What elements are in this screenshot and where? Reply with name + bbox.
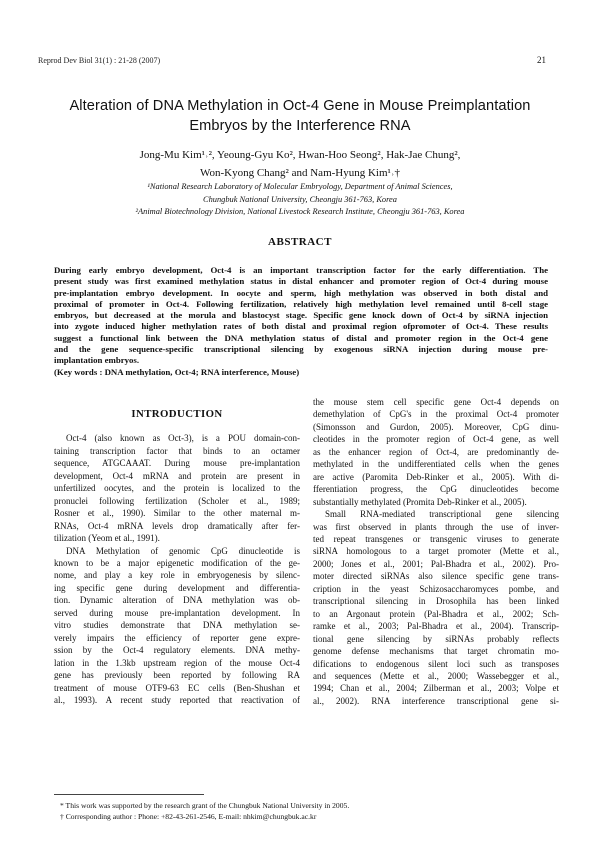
text-line: development, Oct-4 mRNA and protein are present in — [54, 470, 300, 481]
text-line: vitro studies demonstrate that DNA methylation se- — [54, 620, 300, 631]
corresponding-author-footnote: † Corresponding author : Phone: +82-43-261-2546, E-mail: nhkim@chungbuk.ac.kr — [60, 812, 317, 821]
text-line: treatment of mouse OTF9-63 EC cells (Ben-Shushan et — [54, 682, 300, 693]
text-line: ted repeat transgenes or transgenic viruses to generate — [313, 533, 559, 544]
text-line: to an Argonaut protein (Pal-Bhadra et al., 2002; Sch- — [313, 608, 559, 619]
text-line: moter directed siRNAs also silence specific gene trans- — [313, 571, 559, 582]
text-line: Oct-4 (also known as Oct-3), is a POU domain-con- — [66, 433, 300, 444]
text-line: and sequences (Mette et al., 2000; Wassebegger et al., — [313, 670, 559, 681]
affiliations — [40, 181, 560, 219]
abstract-line: pre-implantation embryo development. In oocyte and sperm, high methylation was observed in both distal and — [54, 287, 548, 298]
text-line: known to be a major epigenetic modification of the ge- — [54, 557, 300, 568]
text-line: tilization (Yeom et al., 1991). — [54, 533, 160, 544]
text-line: RNAs, Oct-4 mRNA levels drop dramatically after fer- — [54, 520, 300, 531]
text-line: tion. Dynamic alteration of DNA methylation was ob- — [54, 595, 300, 606]
intro-paragraph-3 — [313, 396, 559, 508]
text-line: ing specific gene during development and differentia- — [54, 582, 300, 593]
title-line: Alteration of DNA Methylation in Oct-4 Gene in Mouse Preimplantation — [69, 98, 531, 114]
intro-paragraph-4 — [313, 508, 559, 707]
journal-citation-header: Reprod Dev Biol 31(1) : 21-28 (2007) — [38, 56, 161, 65]
text-line: served during mouse pre-implantation development. In — [54, 607, 300, 618]
intro-paragraph-1 — [54, 432, 300, 544]
left-column — [54, 396, 300, 706]
right-column — [313, 396, 559, 707]
text-line: (Simonsson and Gurdon, 2005). Moreover, CpG dinu- — [313, 421, 559, 432]
text-line: DNA Methylation of genomic CpG dinucleotide is — [66, 545, 300, 556]
abstract-line: present study was first examined methylation status in distal enhancer and promoter region of Oct-4 during mouse — [54, 276, 548, 287]
affiliation-line: ²Animal Biotechnology Division, National Livestock Research Institute, Cheongju 361-763, Korea — [135, 207, 465, 216]
abstract-line: into zygote induced higher methylation rates of both distal and proximal region ofpromoter of Oct-4. These results — [54, 321, 548, 332]
abstract-line: suggest a functional link between the DNA methylation status of distal and promoter region in the Oct-4 gene — [54, 332, 548, 343]
text-line: lation in the 1.3kb upstream region of the mouse Oct-4 — [54, 657, 300, 668]
abstract-line: proximal of promoter in Oct-4. Following fertilization, relatively high methylation level remained until 8-cell stage — [54, 298, 548, 309]
author-line: Jong-Mu Kim¹˒², Yeoung-Gyu Ko², Hwan-Hoo Seong², Hak-Jae Chung², — [139, 149, 461, 161]
abstract-body — [54, 265, 548, 378]
text-line: verely impairs the efficiency of reporter gene expre- — [54, 632, 300, 643]
intro-paragraph-2 — [54, 545, 300, 707]
page-number: 21 — [537, 55, 546, 65]
text-line: Rosner et al., 1990). Similar to the other maternal m- — [54, 508, 300, 519]
text-line: genome defense mechanisms that target chromatin mo- — [313, 646, 559, 657]
text-line: Small RNA-mediated transcriptional gene silencing — [325, 509, 559, 520]
introduction-heading: INTRODUCTION — [131, 408, 223, 420]
text-line: al., 1993). A recent study reported that reactivation of — [54, 694, 300, 705]
text-line: as the enhancer region of Oct-4, are predominantly de- — [313, 446, 559, 457]
text-line: demethylation of CpG's in the proximal Oct-4 promoter — [313, 409, 559, 420]
keywords: (Key words : DNA methylation, Oct-4; RNA interference, Mouse) — [54, 366, 300, 377]
text-line: the mouse stem cell specific gene Oct-4 depends on — [313, 397, 559, 407]
text-line: was first observed in plants through the use of inver- — [313, 521, 559, 532]
text-line: cleotides in the promoter region of Oct-4 gene, as well — [313, 434, 559, 445]
abstract-line: and the gene sequence-specific transcriptional silencing by exogenous siRNA injection during mouse pre- — [54, 344, 548, 355]
affiliation-line: ¹National Research Laboratory of Molecular Embryology, Department of Animal Sciences, — [147, 182, 453, 191]
text-line: ramke et al., 2003; Pal-Bhadra et al., 2004). Transcrip- — [313, 621, 559, 632]
abstract-line: implantation embryos. — [54, 355, 140, 366]
text-line: sequence, ATGCAAAT. During mouse pre-implantation — [54, 458, 300, 469]
footnotes — [60, 800, 349, 822]
text-line: substantially methylated (Promita Deb-Rinker et al., 2005). — [313, 496, 527, 507]
text-line: pronuclei following fertilization (Scholer et al., 1989; — [54, 495, 300, 506]
author-list — [40, 146, 560, 182]
funding-footnote: * This work was supported by the research grant of the Chungbuk National University in 2005. — [60, 801, 350, 810]
text-line: siRNA homologous to a target promoter (Mette et al., — [313, 546, 559, 557]
abstract-line: During early embryo development, Oct-4 is an important transcription factor for the early differentiation. The — [54, 265, 548, 275]
text-line: gene has previously been reported by following RA — [54, 670, 300, 681]
footnote-divider — [54, 794, 204, 795]
author-line: Won-Kyong Chang² and Nam-Hyung Kim¹˒† — [199, 167, 400, 179]
text-line: unfertilized oocytes, and the protein is localized to the — [54, 483, 300, 494]
text-line: 2000; Jones et al., 2001; Pal-Bhadra et al., 2002). Pro- — [313, 558, 559, 569]
text-line: cription in the yeast Schizosaccharomyces pombe, and — [313, 583, 559, 594]
abstract-line: embryos, but decreased at the morula and blastocyst stage. Specific gene knock down of Oct-4 by siRNA injection — [54, 310, 548, 321]
abstract-heading: ABSTRACT — [268, 236, 332, 248]
text-line: fferentiation progress, the CpG dinucleotides become — [313, 484, 559, 495]
text-line: methylated in the undifferentiated cells when the genes — [313, 459, 559, 470]
affiliation-line: Chungbuk National University, Cheongju 361-763, Korea — [203, 194, 397, 204]
text-line: tional gene silencing by siRNAs probably reflects — [313, 633, 559, 644]
text-line: nome, and play a key role in embryogenesis by silenc- — [54, 570, 300, 581]
paper-title — [30, 96, 570, 136]
text-line: are active (Paromita Deb-Rinker et al., 2005). With di- — [313, 471, 559, 482]
text-line: al., 2002). RNA interference transcriptional gene si- — [313, 695, 559, 706]
text-line: difications to endogenous silent loci such as transposes — [313, 658, 559, 669]
text-line: ssion by the Oct-4 regulatory elements. DNA methy- — [54, 645, 300, 656]
text-line: taining transcription factor that binds to an octamer — [54, 445, 300, 456]
title-line: Embryos by the Interference RNA — [189, 118, 411, 134]
text-line: transcriptional silencing in Drosophila has been linked — [313, 596, 559, 607]
text-line: 1994; Chan et al., 2004; Zilberman et al., 2003; Volpe et — [313, 683, 559, 694]
